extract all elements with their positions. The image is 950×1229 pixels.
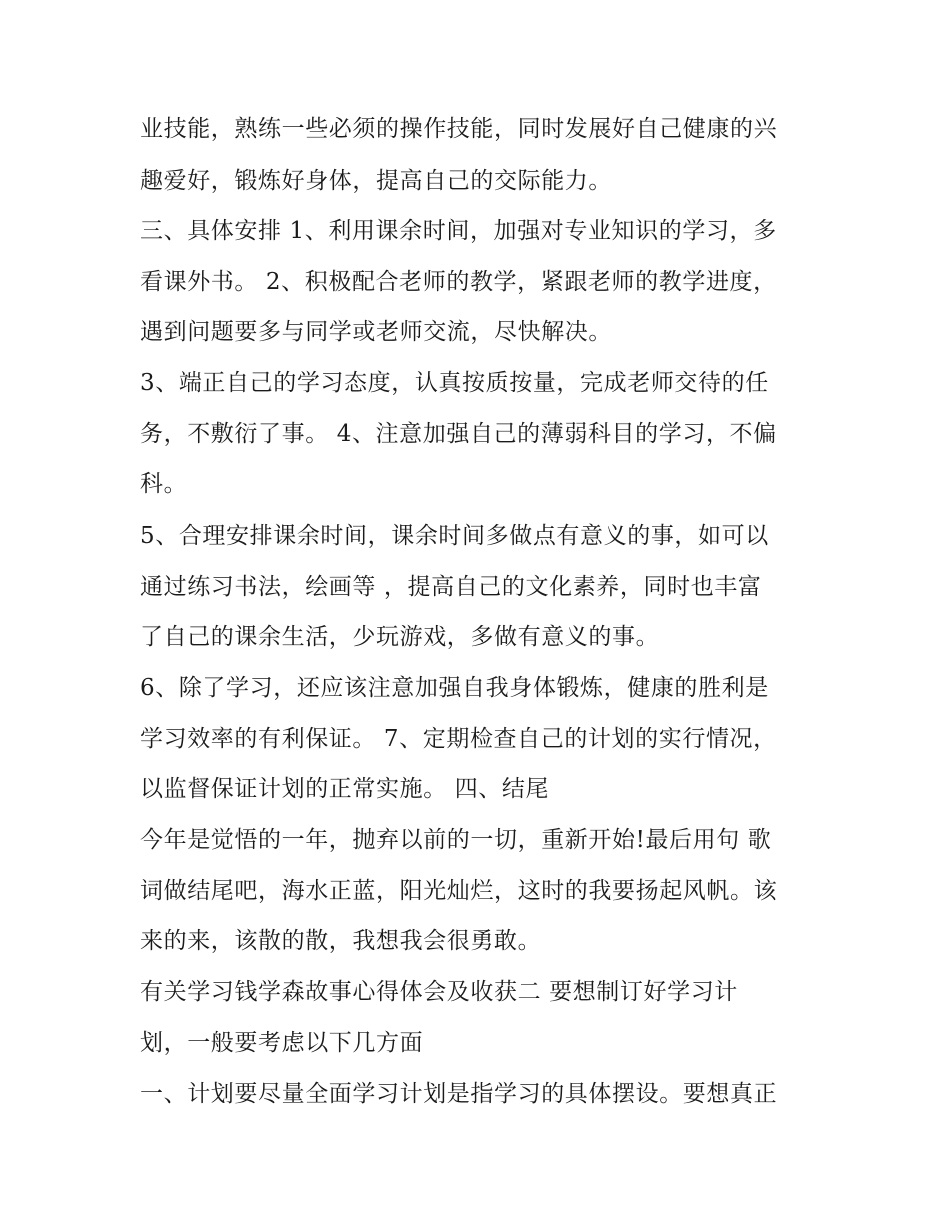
text-line: 来的来，该散的散，我想我会很勇敢。 <box>140 928 542 954</box>
text-line: 科。 <box>140 471 188 497</box>
text-line: 3、端正自己的学习态度，认真按质按量，完成老师交待的任 <box>140 370 769 396</box>
text-line: 划，一般要考虑以下几方面 <box>140 1030 424 1056</box>
text-line: 5、合理安排课余时间，课余时间多做点有意义的事，如可以 <box>140 523 769 549</box>
text-line: 务，不敷衍了事。 4、注意加强自己的薄弱科目的学习，不偏 <box>140 421 777 447</box>
text-line: 以监督保证计划的正常实施。 四、结尾 <box>140 776 550 802</box>
text-line: 今年是觉悟的一年，抛弃以前的一切，重新开始!最后用句 歌 <box>140 827 772 853</box>
text-line: 一、计划要尽量全面学习计划是指学习的具体摆设。要想真正 <box>140 1081 778 1107</box>
text-line: 三、具体安排 1、利用课余时间，加强对专业知识的学习，多 <box>140 218 777 244</box>
text-line: 6、除了学习，还应该注意加强自我身体锻炼，健康的胜利是 <box>140 675 769 701</box>
text-line: 了自己的课余生活，少玩游戏，多做有意义的事。 <box>140 624 660 650</box>
text-line: 学习效率的有利保证。 7、定期检查自己的计划的实行情况， <box>140 726 777 752</box>
text-line: 通过练习书法，绘画等 ，提高自己的文化素养，同时也丰富 <box>140 574 762 600</box>
text-line: 业技能，熟练一些必须的操作技能，同时发展好自己健康的兴 <box>140 116 778 142</box>
text-line: 词做结尾吧，海水正蓝，阳光灿烂，这时的我要扬起风帆。该 <box>140 878 778 904</box>
text-line: 有关学习钱学森故事心得体会及收获二 要想制订好学习计 <box>140 979 738 1005</box>
text-line: 趣爱好，锻炼好身体，提高自己的交际能力。 <box>140 168 612 194</box>
text-line: 遇到问题要多与同学或老师交流，尽快解决。 <box>140 319 612 345</box>
text-line: 看课外书。 2、积极配合老师的教学，紧跟老师的教学进度， <box>140 269 777 295</box>
